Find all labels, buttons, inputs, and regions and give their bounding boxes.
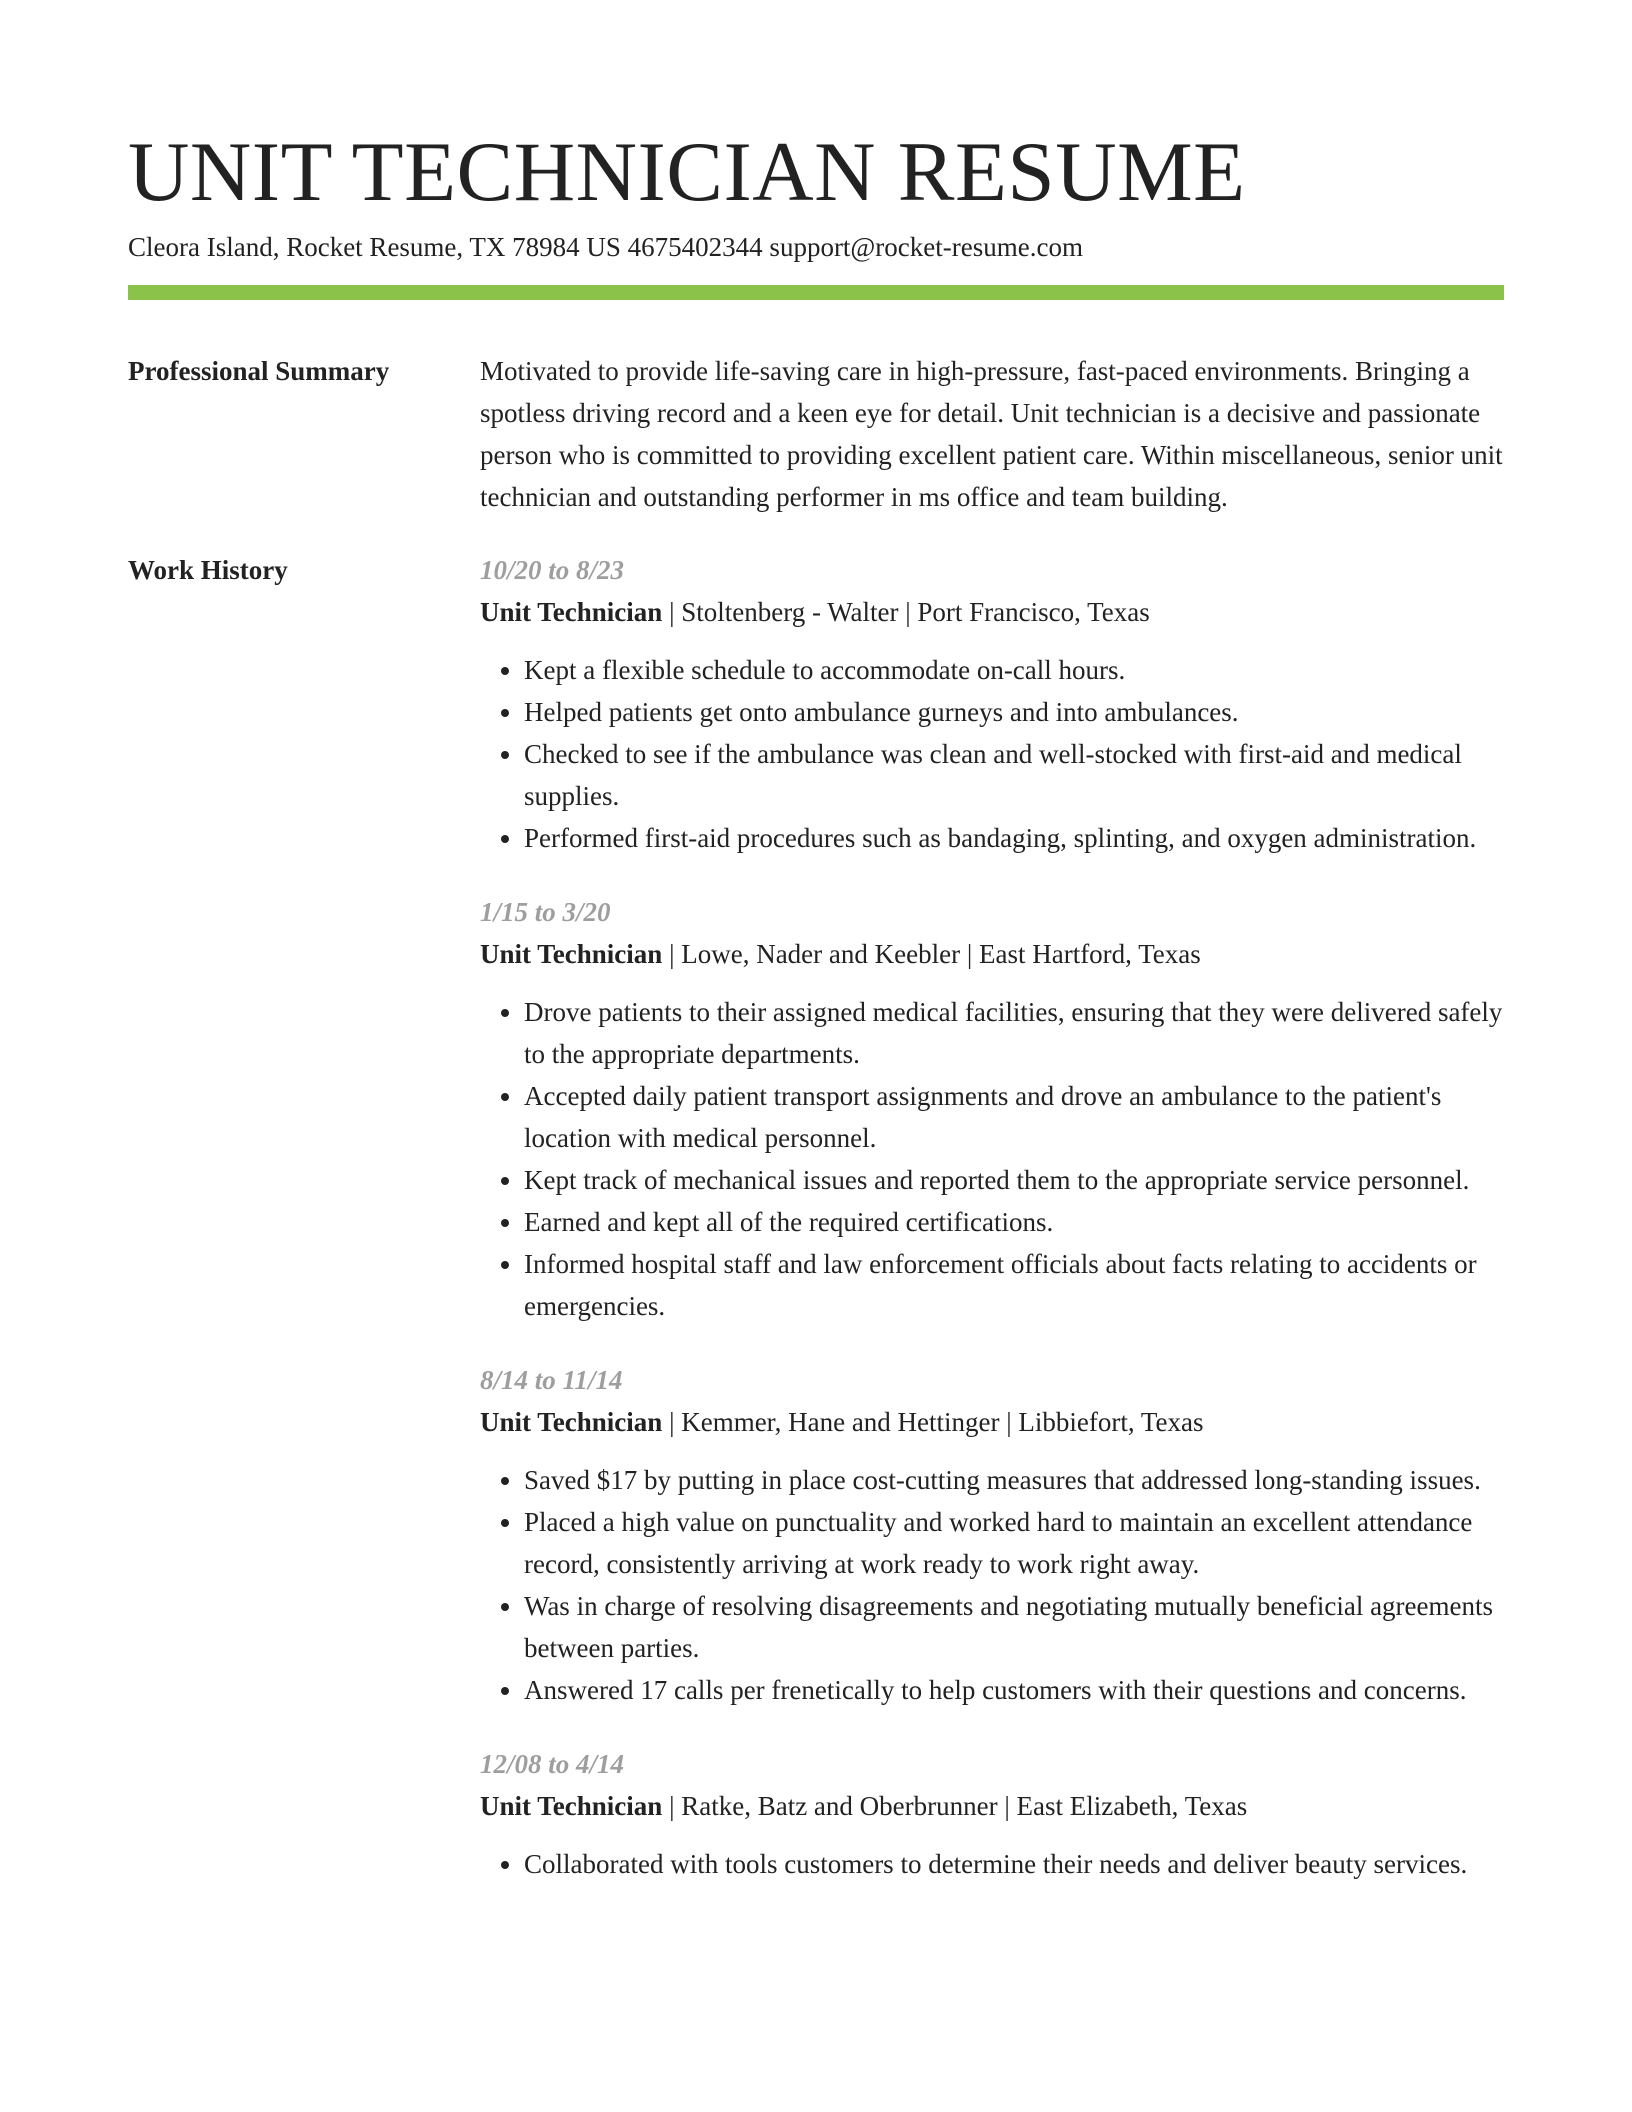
work-history-list xyxy=(480,549,1504,1917)
job-bullet: • Kept track of mechanical issues and reported them to the appropriate service personnel. xyxy=(524,1159,1504,1201)
job-bullet: • Checked to see if the ambulance was clean and well-stocked with first-aid and medical supplies. xyxy=(524,733,1504,817)
job-entry xyxy=(480,1743,1504,1885)
job-bullet: • Helped patients get onto ambulance gurneys and into ambulances. xyxy=(524,691,1504,733)
job-title: Unit Technician xyxy=(480,939,663,969)
job-bullet: • Answered 17 calls per frenetically to help customers with their questions and concerns. xyxy=(524,1669,1504,1711)
work-history-section xyxy=(128,549,1504,1917)
job-entry xyxy=(480,891,1504,1327)
job-bullet: • Was in charge of resolving disagreements and negotiating mutually beneficial agreements between parties. xyxy=(524,1585,1504,1669)
job-title: Unit Technician xyxy=(480,597,663,627)
job-bullet-list xyxy=(480,1459,1504,1711)
job-title: Unit Technician xyxy=(480,1791,663,1821)
job-bullet: • Collaborated with tools customers to determine their needs and deliver beauty services. xyxy=(524,1843,1504,1885)
job-employer-location: | Stoltenberg - Walter | Port Francisco, Texas xyxy=(662,597,1150,627)
job-bullet: • Placed a high value on punctuality and worked hard to maintain an excellent attendance record, consistently arriving at work ready to work right away. xyxy=(524,1501,1504,1585)
job-dates: 8/14 to 11/14 xyxy=(480,1365,623,1395)
job-employer-location: | Kemmer, Hane and Hettinger | Libbiefort, Texas xyxy=(662,1407,1204,1437)
job-bullet: • Drove patients to their assigned medical facilities, ensuring that they were delivered safely to the appropriate departments. xyxy=(524,991,1504,1075)
job-bullet: • Earned and kept all of the required certifications. xyxy=(524,1201,1504,1243)
resume-title: UNIT TECHNICIAN RESUME xyxy=(128,125,1246,219)
summary-text: Motivated to provide life-saving care in high-pressure, fast-paced environments. Bringing a spotless driving record and a keen eye for detail. Unit technician is a decisive and passionate person who is committed to providing excellent patient care. Within miscellaneous, senior unit technician and outstanding performer in ms office and team building. xyxy=(480,356,1503,512)
job-bullet-list xyxy=(480,1843,1504,1885)
job-employer-location: | Lowe, Nader and Keebler | East Hartford, Texas xyxy=(662,939,1201,969)
job-bullet: • Accepted daily patient transport assignments and drove an ambulance to the patient's location with medical personnel. xyxy=(524,1075,1504,1159)
job-bullet: • Informed hospital staff and law enforcement officials about facts relating to accidents or emergencies. xyxy=(524,1243,1504,1327)
job-bullet-list xyxy=(480,991,1504,1327)
job-dates: 12/08 to 4/14 xyxy=(480,1749,625,1779)
job-entry xyxy=(480,1359,1504,1711)
job-title: Unit Technician xyxy=(480,1407,663,1437)
job-bullet-list xyxy=(480,649,1504,859)
job-bullet: • Saved $17 by putting in place cost-cutting measures that addressed long-standing issues. xyxy=(524,1459,1504,1501)
job-heading xyxy=(480,591,1504,633)
job-heading xyxy=(480,933,1504,975)
job-dates: 1/15 to 3/20 xyxy=(480,897,611,927)
professional-summary-section xyxy=(128,350,1504,518)
job-heading xyxy=(480,1785,1504,1827)
job-bullet: • Performed first-aid procedures such as bandaging, splinting, and oxygen administration. xyxy=(524,817,1504,859)
section-label-professional-summary: Professional Summary xyxy=(128,356,390,386)
header-divider xyxy=(128,285,1504,300)
job-entry xyxy=(480,549,1504,859)
section-label-work-history: Work History xyxy=(128,555,288,585)
job-employer-location: | Ratke, Batz and Oberbrunner | East Elizabeth, Texas xyxy=(662,1791,1248,1821)
summary-body xyxy=(480,350,1504,518)
contact-line: Cleora Island, Rocket Resume, TX 78984 US 4675402344 support@rocket-resume.com xyxy=(128,232,1083,262)
job-bullet: • Kept a flexible schedule to accommodate on-call hours. xyxy=(524,649,1504,691)
job-dates: 10/20 to 8/23 xyxy=(480,555,625,585)
job-heading xyxy=(480,1401,1504,1443)
resume-page xyxy=(128,0,1504,1917)
